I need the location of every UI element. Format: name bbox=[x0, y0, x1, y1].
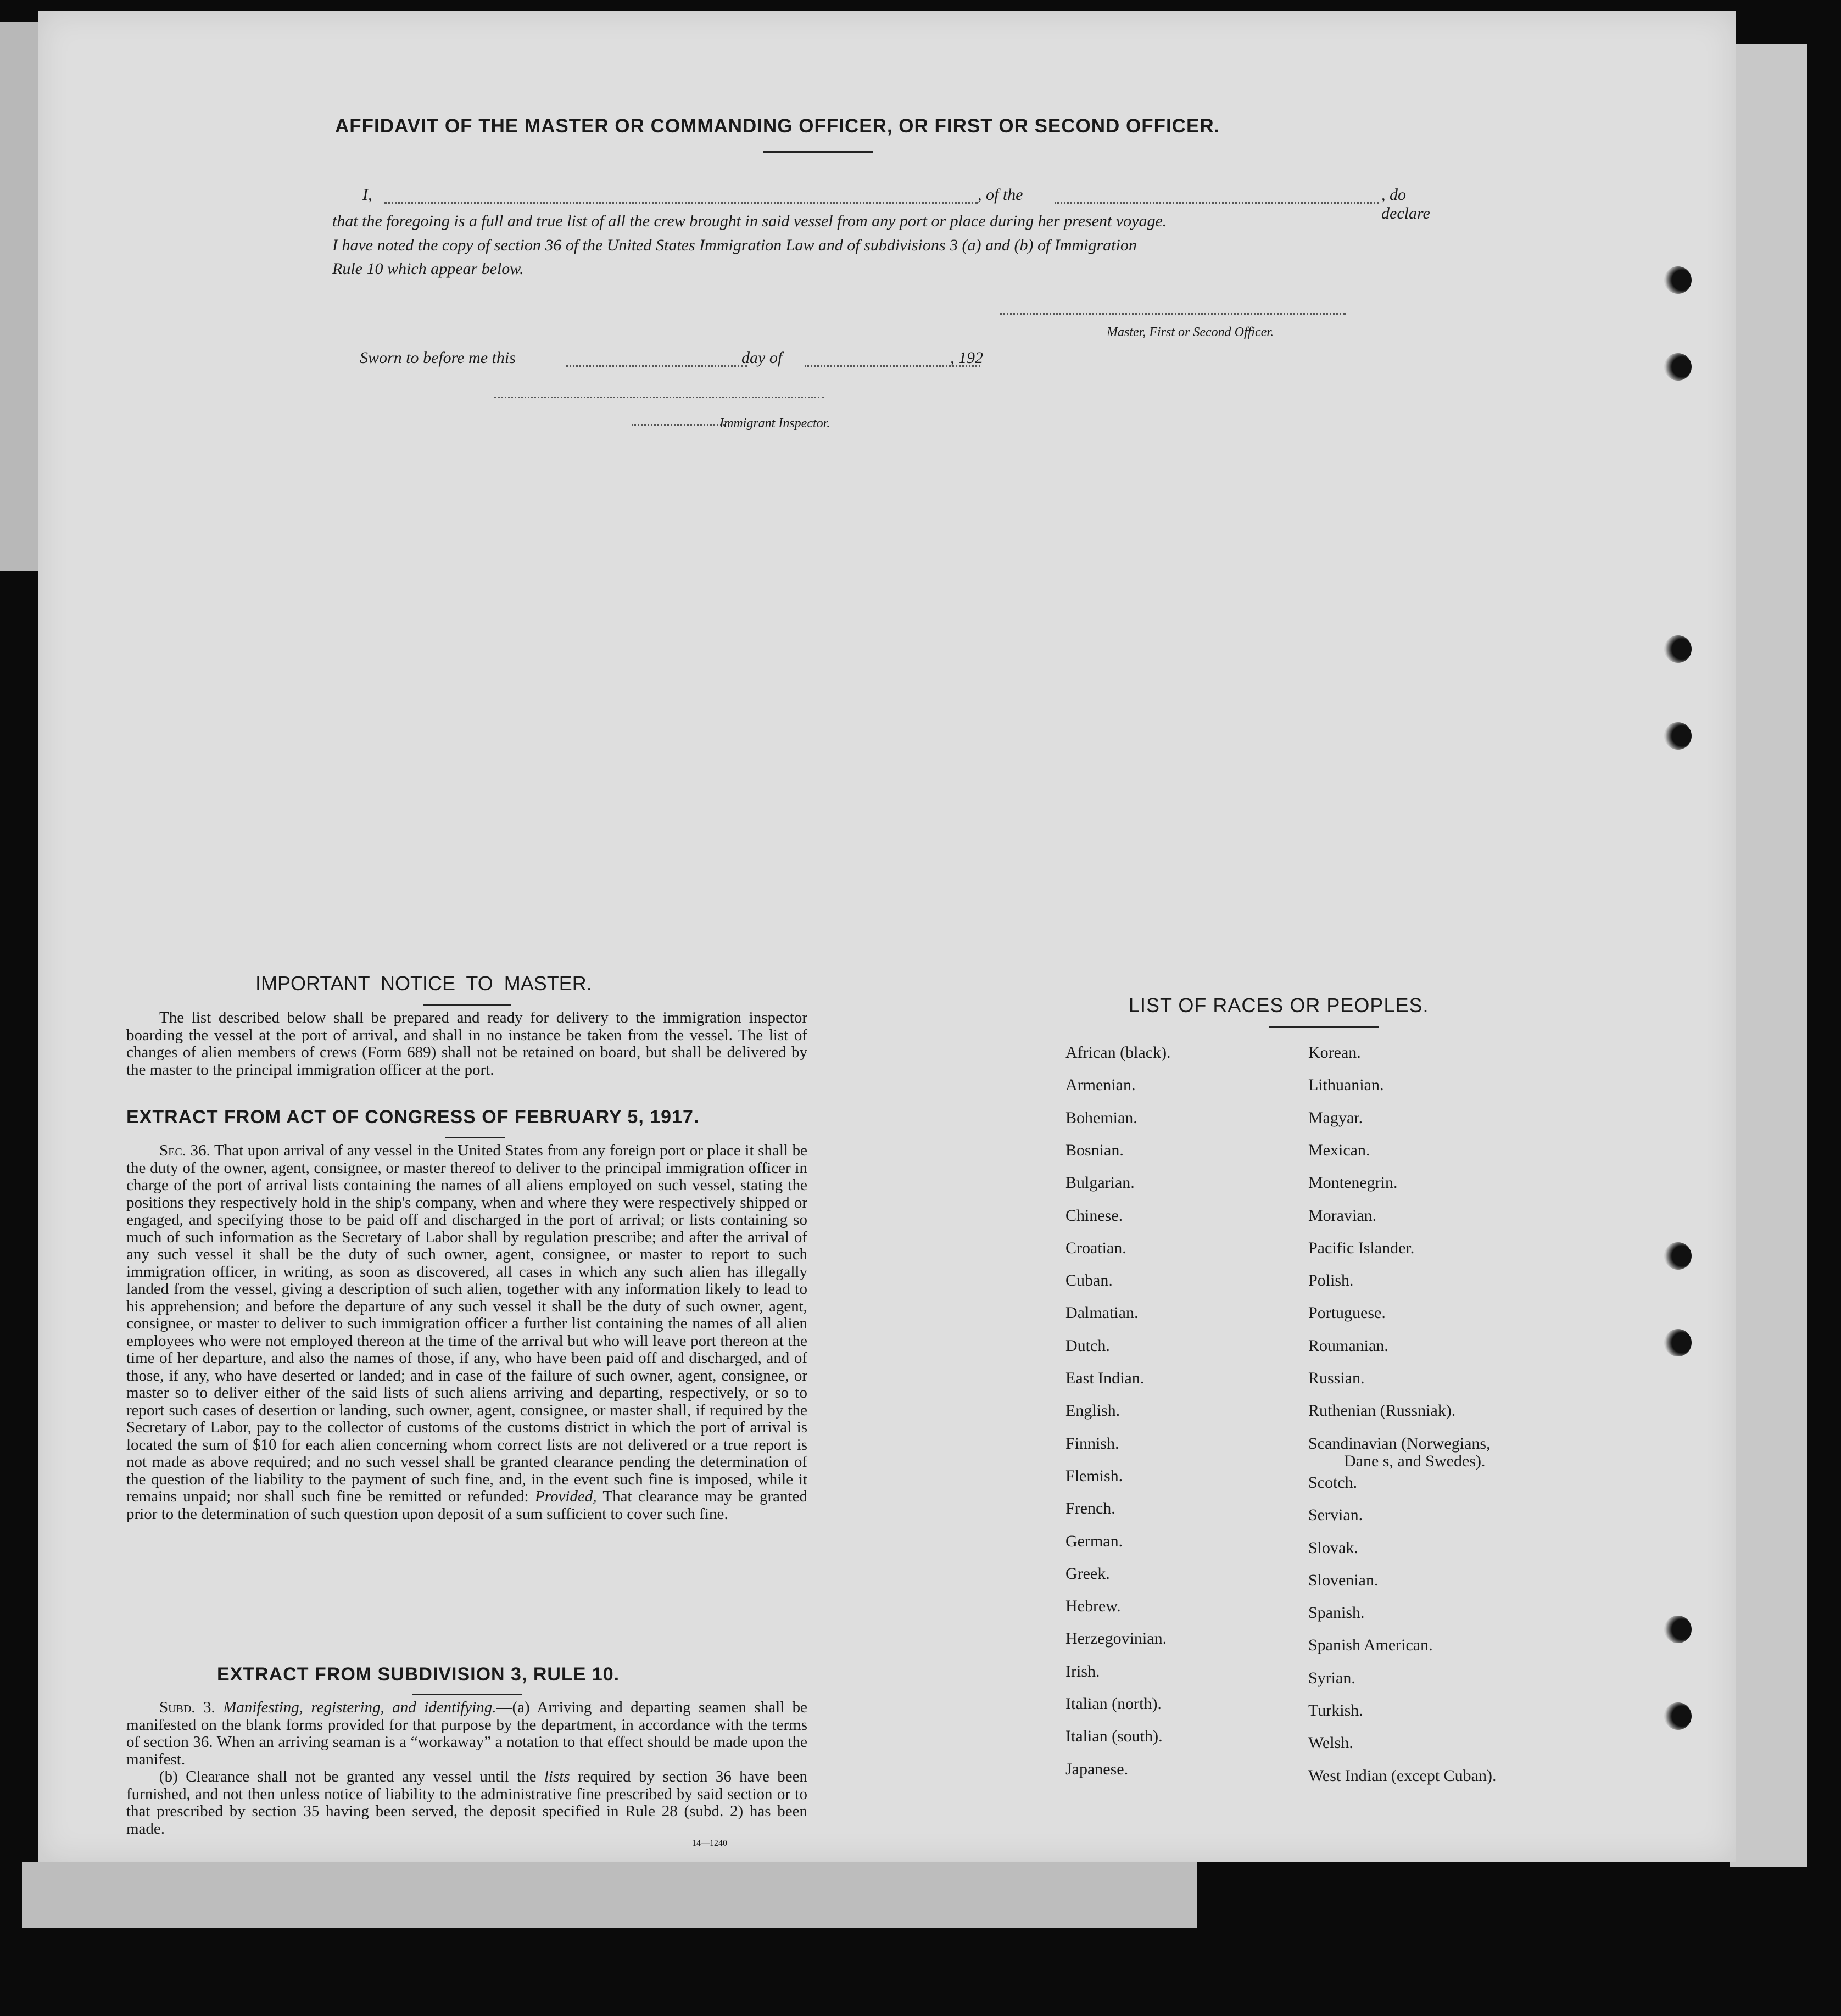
race-item: Herzegovinian. bbox=[1065, 1629, 1167, 1648]
race-item: Korean. bbox=[1308, 1043, 1361, 1062]
race-item: Servian. bbox=[1308, 1506, 1363, 1524]
race-item: Bohemian. bbox=[1065, 1109, 1137, 1127]
race-item: Spanish. bbox=[1308, 1604, 1365, 1622]
form-page bbox=[38, 11, 1736, 1862]
race-item: Bulgarian. bbox=[1065, 1174, 1135, 1192]
affidavit-line-4: Rule 10 which appear below. bbox=[332, 260, 524, 278]
binder-hole bbox=[1664, 1616, 1692, 1643]
act-text-end: That clearance may be granted prior to the determination of such question upon deposit of a sum sufficient to cover such fine. bbox=[126, 1488, 807, 1523]
affidavit-declare: , do declare bbox=[1381, 186, 1430, 222]
binder-hole bbox=[1664, 266, 1692, 294]
underlying-sheet bbox=[22, 1862, 1197, 1928]
race-item: French. bbox=[1065, 1499, 1115, 1517]
inspector-signature-field-2[interactable] bbox=[632, 424, 725, 426]
binder-hole bbox=[1664, 353, 1692, 381]
affidavit-i: I, bbox=[362, 186, 372, 204]
underlying-sheet-left bbox=[0, 22, 38, 571]
race-item: Chinese. bbox=[1065, 1207, 1123, 1225]
race-item: Italian (north). bbox=[1065, 1695, 1162, 1713]
rule-para-a: —(a) Arriving and departing seamen shall be manifested on the blank forms provided for that purpose by the department, in accordance with the terms of section 36. When an arriving seaman is a “workaway” a notation to that effect should be made upon the manifest. bbox=[126, 1699, 807, 1768]
act-body bbox=[126, 1142, 807, 1523]
vessel-field[interactable] bbox=[1055, 202, 1379, 204]
form-number: 14—1240 bbox=[692, 1839, 727, 1848]
affidavit-title: AFFIDAVIT OF THE MASTER OR COMMANDING OFFICER, OR FIRST OR SECOND OFFICER. bbox=[335, 115, 1220, 137]
race-item: Welsh. bbox=[1308, 1734, 1353, 1752]
race-item: Slovenian. bbox=[1308, 1571, 1379, 1589]
race-item: Bosnian. bbox=[1065, 1141, 1124, 1159]
race-item: Dane s, and Swedes). bbox=[1344, 1452, 1486, 1470]
rule-body bbox=[126, 1699, 807, 1838]
rule-subd-heading: Manifesting, registering, and identifying. bbox=[223, 1699, 496, 1716]
notice-text: The list described below shall be prepared and ready for delivery to the immigration inspector boarding the vessel at the port of arrival, and shall in no instance be taken from the vessel. The list of changes of alien members of crews (Form 689) shall not be retained on board, but shall be delivered by the master to the principal immigration officer at the port. bbox=[126, 1009, 807, 1079]
race-item: Polish. bbox=[1308, 1271, 1354, 1289]
race-item: African (black). bbox=[1065, 1043, 1171, 1062]
race-item: Italian (south). bbox=[1065, 1727, 1163, 1745]
race-item: Armenian. bbox=[1065, 1076, 1136, 1094]
notice-body bbox=[126, 1009, 807, 1079]
binder-hole bbox=[1664, 1329, 1692, 1356]
race-item: Spanish American. bbox=[1308, 1636, 1433, 1654]
act-title-rule bbox=[445, 1137, 505, 1138]
race-item: Moravian. bbox=[1308, 1207, 1377, 1225]
race-item: Finnish. bbox=[1065, 1434, 1119, 1453]
race-item: Hebrew. bbox=[1065, 1597, 1121, 1615]
race-item: East Indian. bbox=[1065, 1369, 1145, 1387]
inspector-label: Immigrant Inspector. bbox=[719, 416, 830, 431]
race-item: West Indian (except Cuban). bbox=[1308, 1767, 1497, 1785]
binder-hole bbox=[1664, 1242, 1692, 1270]
race-item: Mexican. bbox=[1308, 1141, 1370, 1159]
master-signature-field[interactable] bbox=[1000, 313, 1346, 315]
race-item: Lithuanian. bbox=[1308, 1076, 1384, 1094]
race-item: Montenegrin. bbox=[1308, 1174, 1398, 1192]
binder-hole bbox=[1664, 722, 1692, 750]
race-item: Russian. bbox=[1308, 1369, 1365, 1387]
race-item: Scandinavian (Norwegians, bbox=[1308, 1434, 1491, 1453]
rule-title: EXTRACT FROM SUBDIVISION 3, RULE 10. bbox=[217, 1664, 620, 1685]
race-item: Magyar. bbox=[1308, 1109, 1363, 1127]
race-item: Portuguese. bbox=[1308, 1304, 1386, 1322]
rule-para-b-pre: (b) Clearance shall not be granted any vessel until the bbox=[159, 1768, 537, 1785]
master-label: Master, First or Second Officer. bbox=[1107, 325, 1274, 339]
inspector-signature-field[interactable] bbox=[494, 397, 824, 398]
year-label: , 192 bbox=[950, 349, 983, 367]
race-item: Dalmatian. bbox=[1065, 1304, 1139, 1322]
sworn-label: Sworn to before me this bbox=[360, 349, 516, 367]
notice-title: IMPORTANT NOTICE TO MASTER. bbox=[255, 972, 592, 995]
rule-subd-label: Subd. 3. bbox=[159, 1699, 215, 1716]
race-item: Japanese. bbox=[1065, 1760, 1129, 1778]
affidavit-of-the: , of the bbox=[978, 186, 1023, 204]
race-item: Scotch. bbox=[1308, 1473, 1358, 1492]
binder-hole bbox=[1664, 635, 1692, 663]
notice-title-rule bbox=[423, 1004, 511, 1006]
act-section-label: Sec. 36. bbox=[159, 1142, 210, 1159]
races-title: LIST OF RACES OR PEOPLES. bbox=[1129, 994, 1429, 1017]
rule-title-rule bbox=[412, 1694, 522, 1695]
day-of-label: day of bbox=[741, 349, 783, 367]
race-item: Pacific Islander. bbox=[1308, 1239, 1415, 1257]
rule-para-b-lists: lists bbox=[544, 1768, 570, 1785]
race-item: Irish. bbox=[1065, 1662, 1100, 1680]
races-right-column bbox=[1308, 1043, 1583, 1812]
race-item: Croatian. bbox=[1065, 1239, 1126, 1257]
sworn-day-field[interactable] bbox=[566, 365, 747, 367]
race-item: Syrian. bbox=[1308, 1669, 1355, 1687]
binder-hole bbox=[1664, 1702, 1692, 1730]
race-item: Turkish. bbox=[1308, 1701, 1363, 1719]
race-item: Dutch. bbox=[1065, 1337, 1110, 1355]
race-item: Flemish. bbox=[1065, 1467, 1123, 1485]
affidavit-line-2: that the foregoing is a full and true list of all the crew brought in said vessel from any port or place during her present voyage. bbox=[332, 212, 1167, 230]
name-field[interactable] bbox=[384, 202, 978, 204]
rule-para-b-post: required by section 36 have been furnished, and not then unless notice of liability to the administrative fine prescribed by said section or to that prescribed by section 35 having been served, the deposit specified in Rule 28 (subd. 2) has been made. bbox=[126, 1768, 808, 1838]
race-item: Slovak. bbox=[1308, 1539, 1358, 1557]
act-text: That upon arrival of any vessel in the United States from any foreign port or place it shall be the duty of the owner, agent, consignee, or master thereof to deliver to the principal immigration officer in charge of the port of arrival lists containing the names of all aliens employed on such vessel, stating the positions they respectively hold in the ship's company, when and where they were respectively shipped or engaged, and specifying those to be paid off and discharged in the port of arrival; or lists containing so much of such information as the Secretary of Labor shall by regulation prescribe; and after the arrival of any such vessel it shall be the duty of such owner, agent, consignee, or master to report to such immigration officer, in writing, as soon as discovered, all cases in which any such alien has illegally landed from the vessel, giving a description of such alien, together with any information likely to lead to his apprehension; and before the departure of any such vessel it shall be the duty of such owner, agent, consignee, or master to deliver to such immigration officer a further list containing the names of all alien employees who were not employed thereon at the time of the arrival but who will leave port thereon at the time of her departure, and also the names of those, if any, who have been paid off and discharged, and of those, if any, who have deserted or landed; and in case of the failure of such owner, agent, consignee, or master so to deliver either of the said lists of such aliens arriving and departing, respectively, or so to report such cases of desertion or landing, such owner, agent, consignee, or master shall, if required by the Secretary of Labor, pay to the collector of customs of the customs district in which the port of arrival is located the sum of $10 for each alien concerning whom correct lists are not delivered or a true report is not made as above required; and no such vessel shall be granted clearance pending the determination of the question of the liability to the payment of such fine, and, in the event such fine is imposed, while it remains unpaid; nor shall such fine be remitted or refunded: bbox=[126, 1142, 807, 1505]
act-provided: Provided, bbox=[535, 1488, 597, 1505]
affidavit-line-3: I have noted the copy of section 36 of the United States Immigration Law and of subdivisions 3 (a) and (b) of Immigration bbox=[332, 236, 1137, 254]
race-item: Cuban. bbox=[1065, 1271, 1113, 1289]
underlying-sheet-right bbox=[1730, 44, 1807, 1867]
act-title: EXTRACT FROM ACT OF CONGRESS OF FEBRUARY 5, 1917. bbox=[126, 1107, 700, 1127]
race-item: German. bbox=[1065, 1532, 1123, 1550]
races-left-column bbox=[1065, 1043, 1285, 1812]
race-item: Ruthenian (Russniak). bbox=[1308, 1401, 1456, 1420]
race-item: English. bbox=[1065, 1401, 1120, 1420]
race-item: Greek. bbox=[1065, 1565, 1110, 1583]
races-title-rule bbox=[1269, 1026, 1379, 1028]
race-item: Roumanian. bbox=[1308, 1337, 1388, 1355]
affidavit-title-rule bbox=[763, 151, 873, 153]
